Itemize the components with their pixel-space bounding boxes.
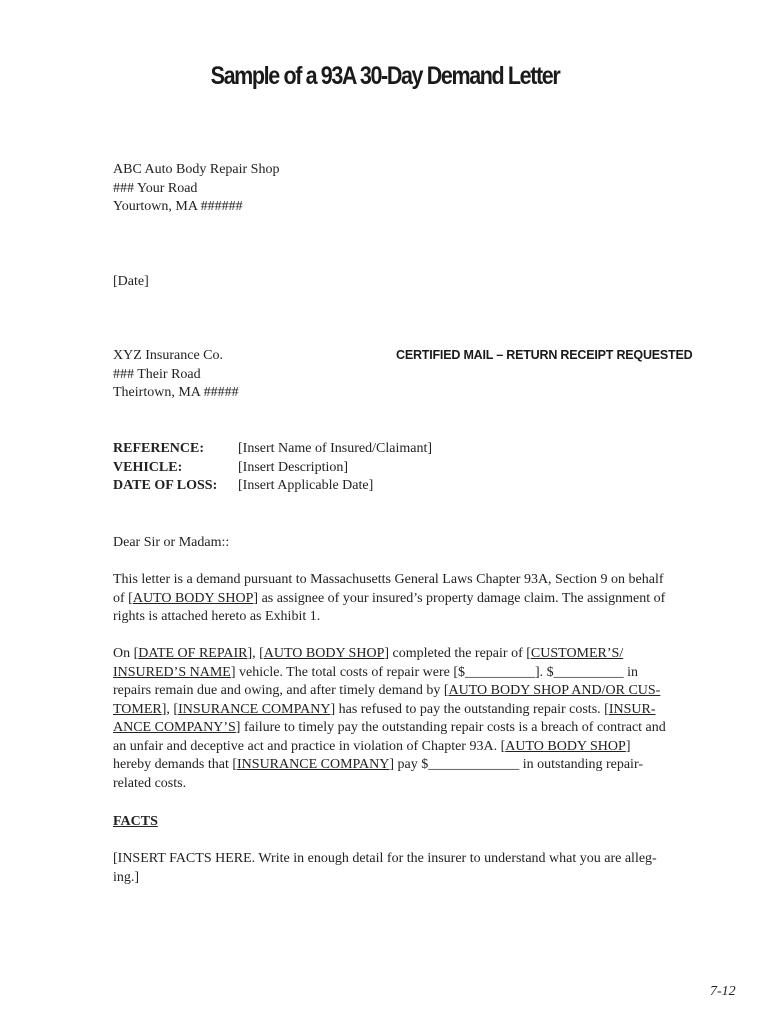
paragraph-line: ing.] [113,869,140,885]
paragraph-line: This letter is a demand pursuant to Massachusetts General Laws Chapter 93A, Section 9 on behalf [113,572,664,587]
placeholder-field: TOMER [113,701,162,717]
placeholder-field: ANCE COMPANY’S [113,720,236,735]
text-span: an unfair and deceptive act and practice in violation of Chapter 93A. [ [113,738,506,754]
text-span: On [ [113,646,139,661]
salutation: Dear Sir or Madam:: [113,535,230,550]
paragraph-line [113,719,701,738]
vehicle-label: VEHICLE: [113,459,183,475]
text-span: ] [625,738,631,754]
paragraph-line [113,682,701,701]
paragraph-intro [113,571,701,627]
placeholder-field: AUTO BODY SHOP AND/OR CUS- [448,683,661,698]
placeholder-field: DATE OF REPAIR [138,646,248,661]
paragraph-line: [INSERT FACTS HERE. Write in enough detail for the insurer to understand what you are alleg- [113,851,657,866]
placeholder-field: INSURANCE COMPANY [178,701,331,717]
paragraph-line: rights is attached hereto as Exhibit 1. [113,609,321,624]
date-of-loss-label: DATE OF LOSS: [113,478,218,493]
sender-address [113,161,279,217]
placeholder-field: AUTO BODY SHOP [263,646,385,661]
facts-body [113,850,701,887]
sender-street: ### Your Road [113,180,198,196]
paragraph-demand [113,645,701,793]
reference-block [113,440,432,496]
text-span: ], [ [247,646,264,661]
recipient-address [113,347,239,403]
vehicle-value: [Insert Description] [238,459,349,475]
text-span: ] vehicle. The total costs of repair were [$__________]. $__________ in [230,664,639,680]
recipient-name: XYZ Insurance Co. [113,348,224,363]
vehicle-row [113,459,432,478]
paragraph-line [113,645,701,664]
placeholder-field: CUSTOMER’S/ [530,646,624,661]
text-span: ] failure to timely pay the outstanding repair costs is a breach of contract and [235,720,666,735]
text-span: repairs remain due and owing, and after timely demand by [ [113,683,449,698]
recipient-city: Theirtown, MA ##### [113,385,239,400]
date-of-loss-row [113,477,432,496]
text-span: ] pay $_____________ in outstanding repair- [389,757,643,772]
page-title: Sample of a 93A 30-Day Demand Letter [210,62,560,90]
paragraph-line [113,664,701,683]
facts-heading: FACTS [113,814,158,829]
paragraph-line [113,756,701,775]
paragraph-line: related costs. [113,775,187,791]
text-span: ] completed the repair of [ [384,646,531,661]
text-span: ], [ [161,701,179,717]
reference-label: REFERENCE: [113,441,205,456]
certified-mail-notice: CERTIFIED MAIL – RETURN RECEIPT REQUESTED [396,348,693,362]
reference-row [113,440,432,459]
text-span: of [ [113,590,133,606]
text-span: hereby demands that [ [113,757,238,772]
sender-name: ABC Auto Body Repair Shop [113,162,280,177]
recipient-street: ### Their Road [113,366,201,382]
page-number: 7-12 [710,984,736,999]
date-of-loss-value: [Insert Applicable Date] [238,478,374,493]
placeholder-field: INSURED’S NAME [113,664,231,680]
placeholder-field: INSUR- [608,701,656,717]
letter-date: [Date] [113,274,149,289]
placeholder-field: AUTO BODY SHOP [505,738,626,754]
paragraph-line [113,590,701,609]
reference-value: [Insert Name of Insured/Claimant] [238,441,432,456]
placeholder-field: AUTO BODY SHOP [132,590,254,606]
text-span: ] has refused to pay the outstanding repair costs. [ [330,701,609,717]
paragraph-line [113,701,701,720]
placeholder-field: INSURANCE COMPANY [237,757,390,772]
sender-city: Yourtown, MA ###### [113,199,243,214]
text-span: ] as assignee of your insured’s property damage claim. The assignment of [253,590,666,606]
paragraph-line [113,738,701,757]
